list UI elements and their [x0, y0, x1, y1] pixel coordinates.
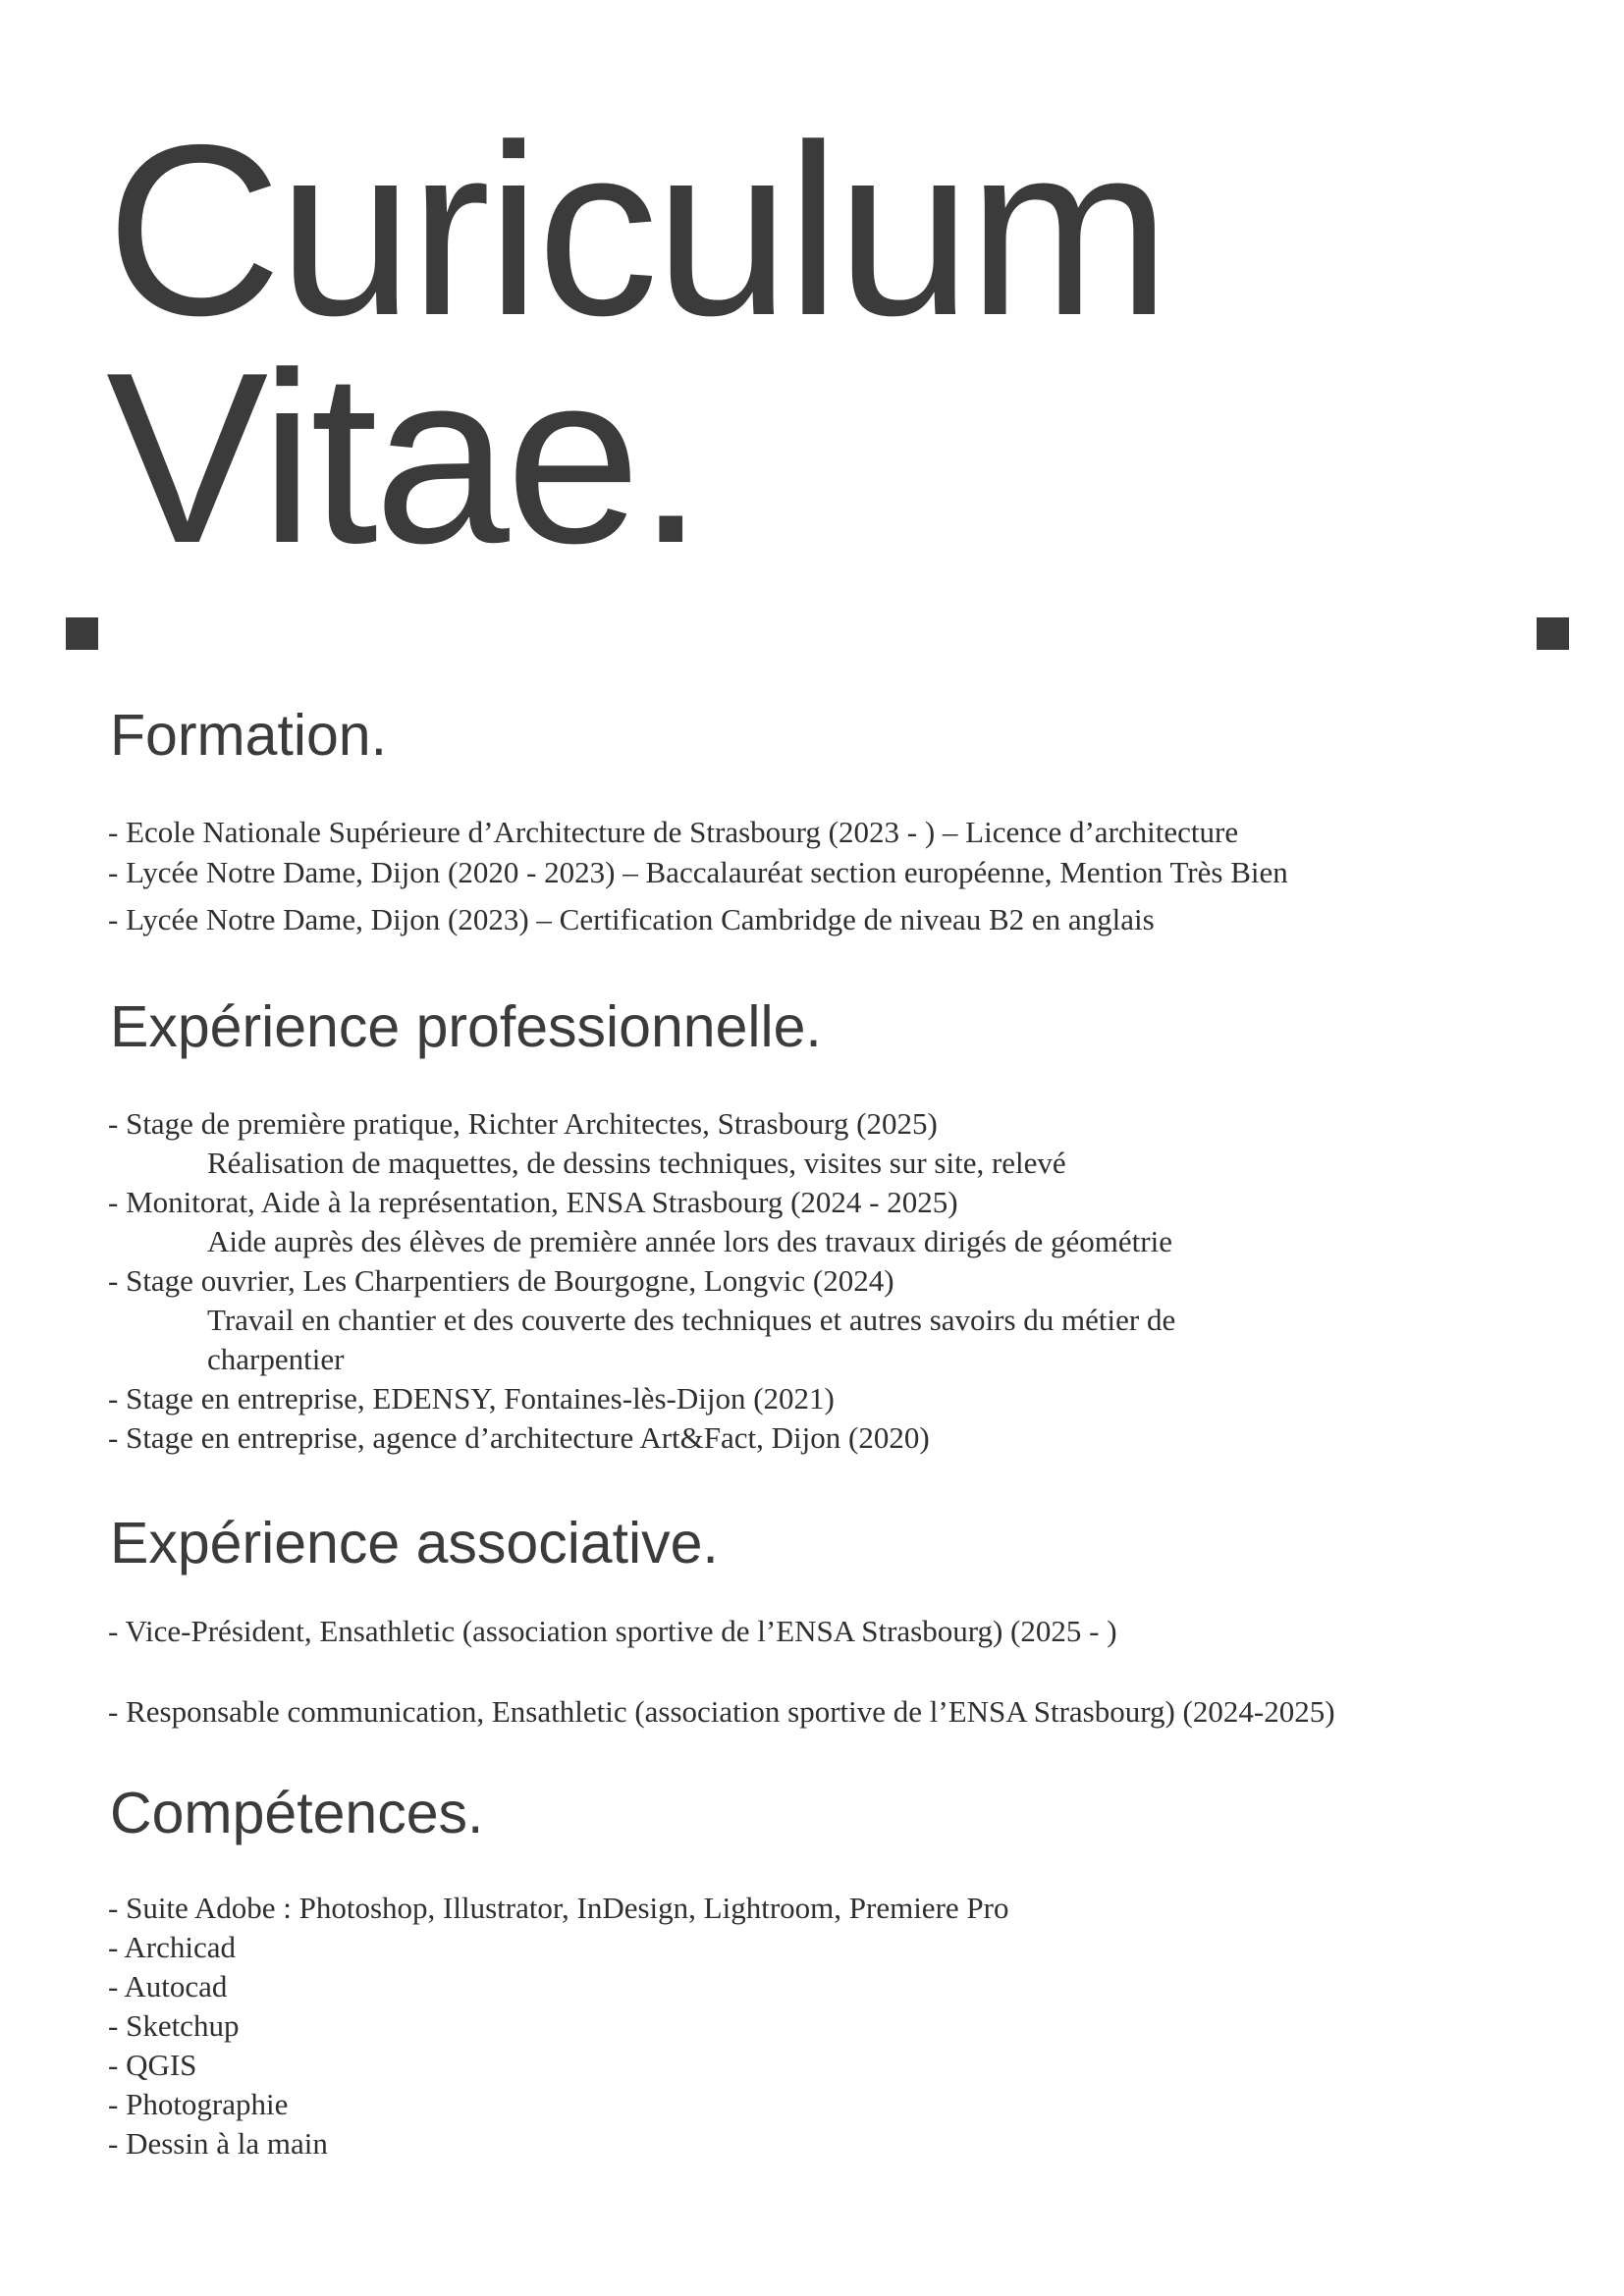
list-item: - Stage de première pratique, Richter Architectes, Strasbourg (2025)	[108, 1106, 938, 1141]
list-item-detail: Travail en chantier et des couverte des techniques et autres savoirs du métier de	[207, 1303, 1176, 1337]
section-heading-formation: Formation.	[110, 703, 387, 768]
list-item: - Vice-Président, Ensathletic (association sportive de l’ENSA Strasbourg) (2025 - )	[108, 1614, 1117, 1648]
list-item: - Suite Adobe : Photoshop, Illustrator, InDesign, Lightroom, Premiere Pro	[108, 1891, 1009, 1925]
list-item: - Autocad	[108, 1969, 228, 2003]
list-item: - Monitorat, Aide à la représentation, ENSA Strasbourg (2024 - 2025)	[108, 1185, 958, 1219]
list-item: - Sketchup	[108, 2008, 240, 2043]
corner-marker-left	[66, 617, 98, 650]
list-item: - QGIS	[108, 2048, 197, 2082]
list-item: - Lycée Notre Dame, Dijon (2023) – Certification Cambridge de niveau B2 en anglais	[108, 902, 1155, 936]
list-item-detail: Aide auprès des élèves de première année lors des travaux dirigés de géométrie	[207, 1224, 1172, 1258]
list-item: - Responsable communication, Ensathletic (association sportive de l’ENSA Strasbourg) (2024-2025)	[108, 1694, 1335, 1729]
list-item: - Photographie	[108, 2087, 289, 2121]
list-item: - Stage en entreprise, agence d’architecture Art&Fact, Dijon (2020)	[108, 1420, 930, 1455]
section-heading-experience-asso: Expérience associative.	[110, 1511, 719, 1575]
list-item-detail: Réalisation de maquettes, de dessins techniques, visites sur site, relevé	[207, 1146, 1066, 1180]
list-item: - Stage en entreprise, EDENSY, Fontaines-lès-Dijon (2021)	[108, 1381, 835, 1415]
list-item: - Dessin à la main	[108, 2126, 328, 2161]
list-item: - Stage ouvrier, Les Charpentiers de Bourgogne, Longvic (2024)	[108, 1263, 894, 1298]
list-item-detail: charpentier	[207, 1342, 345, 1376]
corner-marker-right	[1537, 617, 1569, 650]
list-item: - Ecole Nationale Supérieure d’Architecture de Strasbourg (2023 - ) – Licence d’architecture	[108, 815, 1239, 849]
section-heading-competences: Compétences.	[110, 1781, 484, 1845]
page-title	[106, 93, 1167, 594]
list-item: - Lycée Notre Dame, Dijon (2020 - 2023) – Baccalauréat section européenne, Mention Très Bien	[108, 855, 1288, 889]
title-line-2: Vitae.	[106, 321, 701, 594]
title-line-1: Curiculum	[106, 93, 1167, 366]
section-heading-experience-pro: Expérience professionnelle.	[110, 994, 822, 1059]
list-item: - Archicad	[108, 1930, 236, 1964]
